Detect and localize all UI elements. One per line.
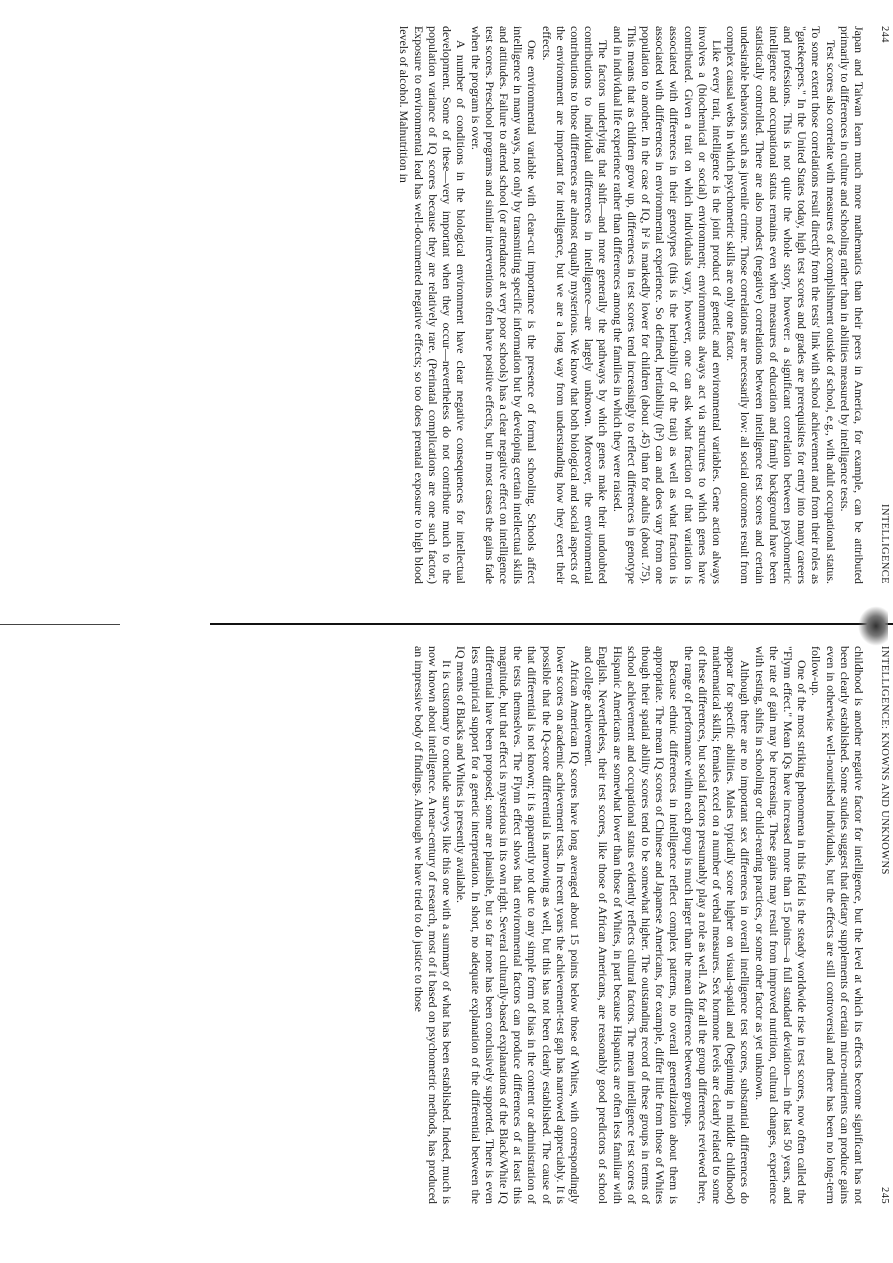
paragraph: Japan and Taiwan learn much more mathematics than their peers in America, for example, can be attributed primarily to differences in culture and schooling rather than in abilities measured by intelligence tests. [837,26,866,584]
paragraph: One of the most striking phenomena in this field is the steady worldwide rise in test scores, now often called the "Flynn effect." Mean IQs have increased more than 15 points—a full standard deviation—in the last 50 years, and the rate of gain may be increasing. These gains may result from improved nutrition, cultural changes, experience with testing, shifts in schooling or child-rearing practices, or some other factor as yet unknown. [752,646,810,1204]
right-running-head [872,646,890,1204]
paragraph: African American IQ scores have long averaged about 15 points below those of Whites, with correspondingly lower scores on academic achievement tests. In recent years the achievement-test gap has narrowed appreciably. It is possible that the IQ-score differential is narrowing as well, but this has not been clearly established. The cause of that differential is not known; it is apparently not due to any simple form of bias in the content or administration of the tests themselves. The Flynn effect shows that environmental factors can produce differences of at least this magnitude, but that effect is mysterious in its own right. Several culturally-based explanations of the Black/White IQ differential have been proposed; some are plausible, but so far none has been conclusively supported. There is even less empirical support for a genetic interpretation. In short, no adequate explanation of the differential between the IQ means of Blacks and Whites is presently available. [454,646,582,1204]
right-page [10,640,890,1210]
paragraph: childhood is another negative factor for intelligence, but the level at which its effects become significant has not been clearly established. Some studies suggest that dietary supplements of certain micro-nutrients can produce gains even in otherwise well-nourished individuals, but the effects are still controversial and there has been no long-term follow-up. [809,646,866,1204]
fold-line [210,623,893,625]
left-running-title: INTELLIGENCE [879,503,890,584]
fold-line-left [0,624,120,625]
paragraph: Like every trait, intelligence is the joint product of genetic and environmental variables. Gene action always involves a (biochemical or social) environment; environments always act via structures to which genes have contributed. Given a trait on which individuals vary, however, one can ask what fraction of that variation is associated with differences in their genotypes (this is the heritability of the trait) as well as what fraction is associated with differences in environmental experience. So defined, heritability (h²) can and does vary from one population to another. In the case of IQ, h² is markedly lower for children (about .45) than for adults (about .75). This means that as children grow up, differences in test scores tend increasingly to reflect differences in genotype and in individual life experience rather than differences among the families in which they were raised. [610,26,724,584]
left-page-number: 244 [879,26,890,43]
right-page-number: 245 [879,1187,890,1204]
paragraph: One environmental variable with clear-cut importance is the presence of formal schooling. Schools affect intelligence in many ways, not only by transmitting specific information but by developing certain intellectual skills and attitudes. Failure to attend school (or attendance at very poor schools) has a clear negative effect on intelligence test scores. Preschool programs and similar interventions often have positive effects, but in most cases the gains fade when the program is over. [468,26,540,584]
left-body-text [397,26,866,584]
left-page [10,20,890,590]
paragraph: The factors underlying that shift—and more generally the pathways by which genes make their undoubted contributions to individual differences in intelligence—are largely unknown. Moreover, the environmental contributions to those differences are almost equally mysterious. We know that both biological and social aspects of the environment are important for intelligence, but we are a long way from understanding how they exert their effects. [539,26,611,584]
paragraph: Test scores also correlate with measures of accomplishment outside of school, e.g., with adult occupational status. To some extent those correlations result directly from the tests' link with school achievement and from their roles as "gatekeepers." In the United States today, high test scores and grades are prerequisites for entry into many careers and professions. This is not quite the whole story, however: a significant correlation between psychometric intelligence and occupational status remains even when measures of education and family background have been statistically controlled. There are also modest (negative) correlations between intelligence test scores and certain undesirable behaviors such as juvenile crime. Those correlations are necessarily low: all social outcomes result from complex causal webs in which psychometric skills are only one factor. [724,26,838,584]
right-body-text [412,646,867,1204]
left-running-head [872,26,890,584]
paragraph: A number of conditions in the biological environment have clear negative consequences for intellectual development. Some of these—very important when they occur—nevertheless do not contribute much to the population variance of IQ scores because they are relatively rare. (Perinatal complications are one such factor.) Exposure to environmental lead has well-documented negative effects; so too does prenatal exposure to high blood levels of alcohol. Malnutrition in [397,26,469,584]
right-running-title: INTELLIGENCE: KNOWNS AND UNKNOWNS [879,646,890,875]
paragraph: Because ethnic differences in intelligence reflect complex patterns, no overall generalization about them is appropriate. The mean IQ scores of Chinese and Japanese Americans, for example, differ little from those of Whites though their spatial ability scores tend to be somewhat higher. The outstanding record of these groups in terms of school achievement and occupational status evidently reflects cultural factors. The mean intelligence test scores of Hispanic Americans are somewhat lower than those of Whites, in part because Hispanics are often less familiar with English. Nevertheless, their test scores, like those of African Americans, are reasonably good predictors of school and college achievement. [582,646,682,1204]
paragraph: Although there are no important sex differences in overall intelligence test scores, substantial differences do appear for specific abilities. Males typically score higher on visual-spatial and (beginning in middle childhood) mathematical skills; females excel on a number of verbal measures. Sex hormone levels are clearly related to some of these differences, but social factors presumably play a role as well. As for all the group differences reviewed here, the range of performance within each group is much larger than the mean difference between groups. [681,646,753,1204]
paragraph: It is customary to conclude surveys like this one with a summary of what has been established. Indeed, much is now known about intelligence. A near-century of research, most of it based on psychometric methods, has produced an impressive body of findings. Although we have tried to do justice to those [411,646,455,1204]
